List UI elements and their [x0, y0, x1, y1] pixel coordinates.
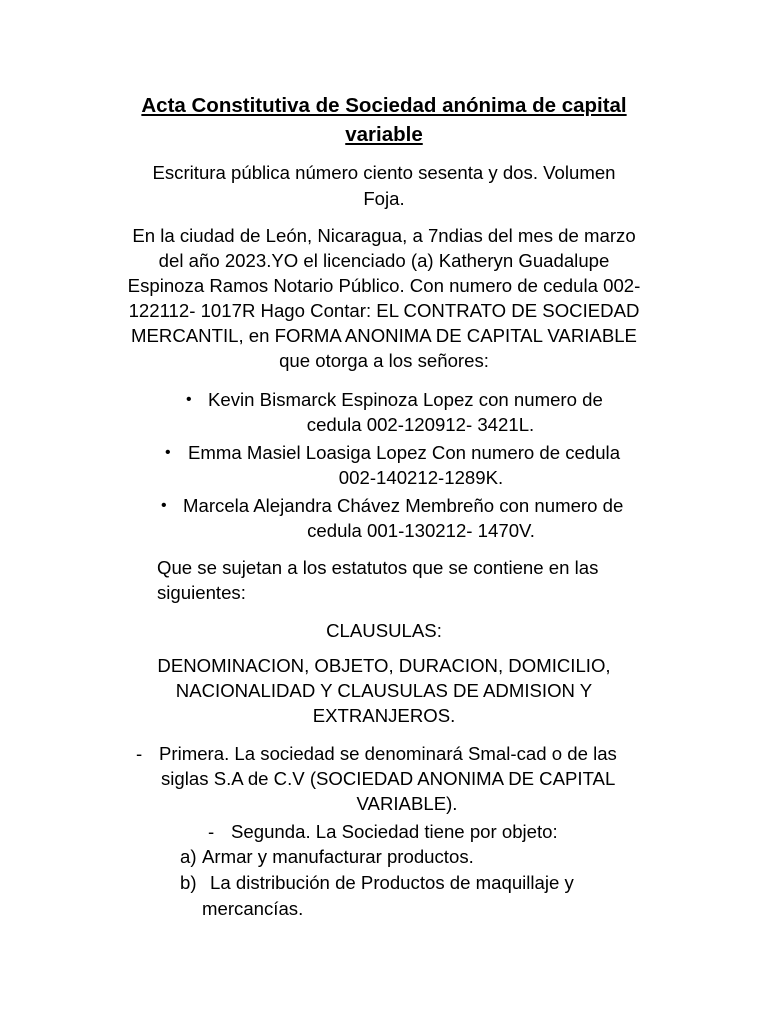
bullet-icon: •	[161, 497, 167, 514]
escritura-line-1: Escritura pública número ciento sesenta y dos. Volumen	[152, 162, 616, 183]
primera-line-2: siglas S.A de C.V (SOCIEDAD ANONIMA DE CAPITAL	[161, 768, 616, 789]
object-a-marker: a)	[180, 846, 197, 867]
object-b-text-line-2: mercancías.	[202, 898, 304, 919]
statutes-line-2: siguientes:	[157, 582, 246, 603]
object-a-text: Armar y manufacturar productos.	[202, 846, 474, 867]
bullet-icon: •	[165, 444, 171, 461]
dash-marker: -	[208, 821, 215, 842]
bullet-icon: •	[186, 391, 192, 408]
intro-line: MERCANTIL, en FORMA ANONIMA DE CAPITAL VARIABLE	[131, 325, 637, 346]
section-heading-line: DENOMINACION, OBJETO, DURACION, DOMICILIO,	[157, 655, 611, 676]
partner-3-line-1: Marcela Alejandra Chávez Membreño con numero de	[183, 495, 624, 516]
partner-2-line-2: 002-140212-1289K.	[338, 467, 504, 488]
partner-1-line-2: cedula 002-120912- 3421L.	[306, 414, 535, 435]
intro-line: Espinoza Ramos Notario Público. Con numero de cedula 002-	[127, 275, 641, 296]
partner-1-line-1: Kevin Bismarck Espinoza Lopez con numero de	[208, 389, 603, 410]
section-heading-line: NACIONALIDAD Y CLAUSULAS DE ADMISION Y	[175, 680, 593, 701]
document-title-line-1: Acta Constitutiva de Sociedad anónima de capital	[141, 94, 627, 117]
dash-marker: -	[136, 743, 143, 764]
escritura-line-2: Foja.	[363, 188, 405, 209]
object-b-marker: b)	[180, 872, 197, 893]
intro-line: En la ciudad de León, Nicaragua, a 7ndias del mes de marzo	[132, 225, 636, 246]
intro-line: 122112- 1017R Hago Contar: EL CONTRATO DE SOCIEDAD	[128, 300, 640, 321]
partner-3-line-2: cedula 001-130212- 1470V.	[307, 520, 535, 541]
primera-line-3: VARIABLE).	[356, 793, 458, 814]
intro-line: que otorga a los señores:	[279, 350, 489, 371]
statutes-line-1: Que se sujetan a los estatutos que se contiene en las	[157, 557, 599, 578]
document-title-line-2: variable	[345, 123, 423, 146]
section-heading-line: EXTRANJEROS.	[312, 705, 456, 726]
clausulas-heading: CLAUSULAS:	[326, 620, 442, 641]
segunda-line: Segunda. La Sociedad tiene por objeto:	[231, 821, 558, 842]
object-b-text: La distribución de Productos de maquillaje y	[210, 872, 574, 893]
intro-line: del año 2023.YO el licenciado (a) Katheryn Guadalupe	[158, 250, 610, 271]
primera-line-1: Primera. La sociedad se denominará Smal-cad o de las	[159, 743, 617, 764]
partner-2-line-1: Emma Masiel Loasiga Lopez Con numero de cedula	[188, 442, 621, 463]
